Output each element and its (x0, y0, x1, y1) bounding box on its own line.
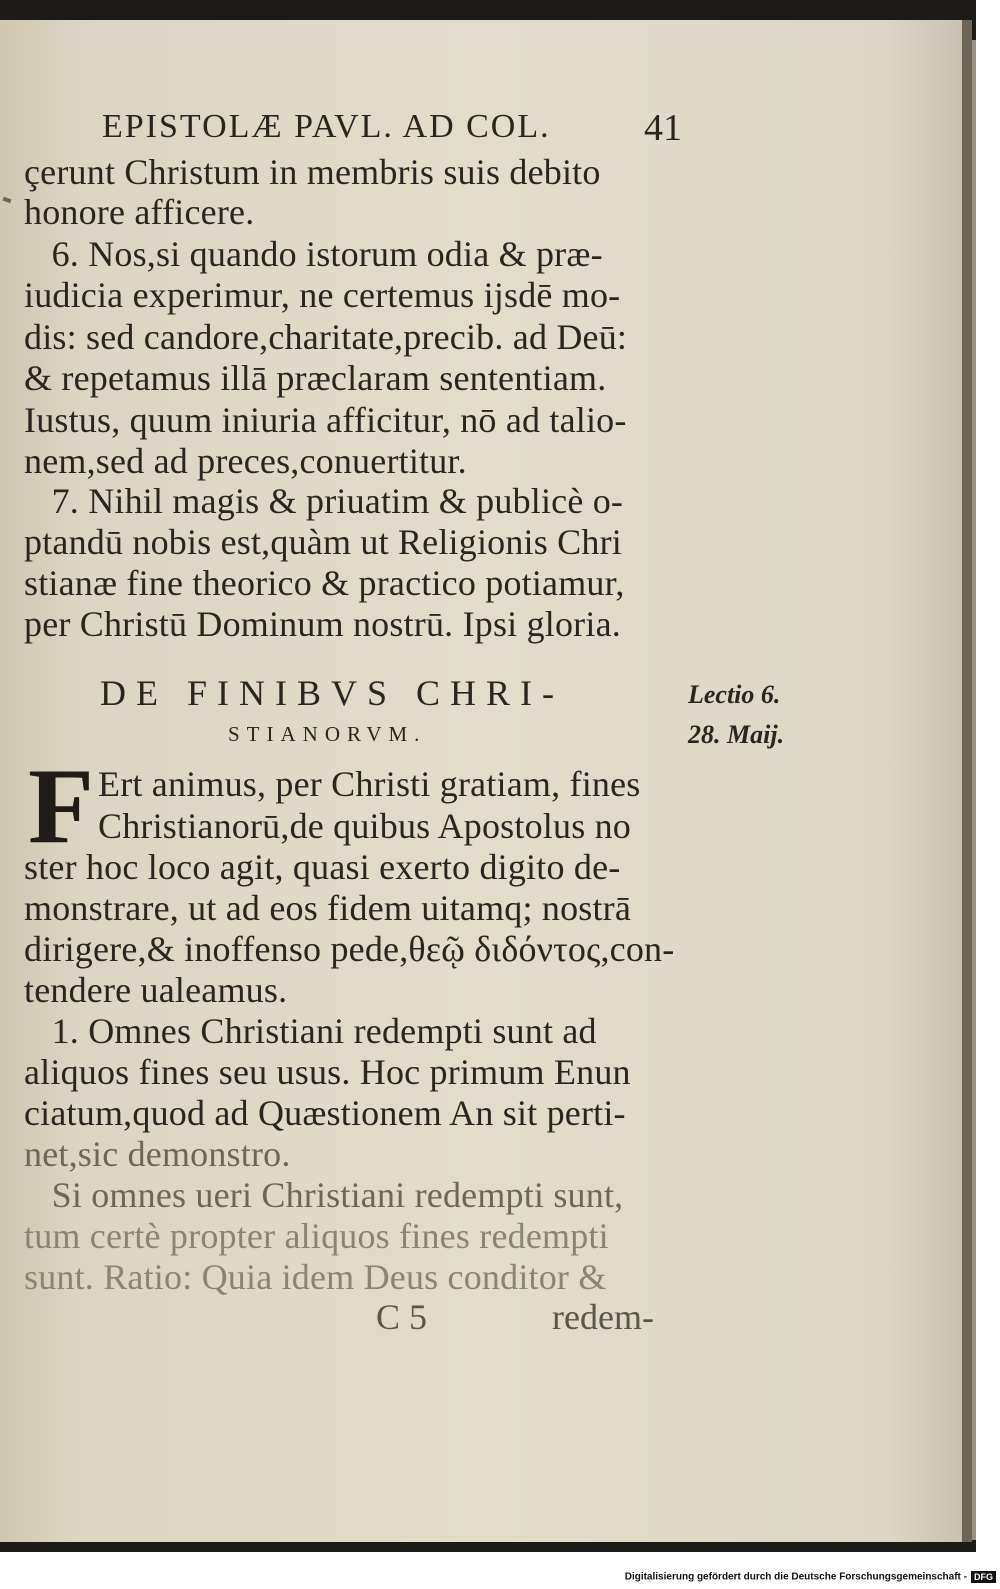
text-line: çerunt Christum in membris suis debito (24, 152, 601, 192)
text-line: Si omnes ueri Christiani redempti sunt, (24, 1175, 624, 1215)
text-line: sunt. Ratio: Quia idem Deus conditor & (24, 1257, 607, 1297)
text-line: iudicia experimur, ne certemus ijsdē mo- (24, 275, 621, 315)
dfg-logo: DFG (971, 1571, 996, 1583)
running-title: EPISTOLÆ PAVL. AD COL. (102, 108, 551, 145)
text-line: 1. Omnes Christiani redempti sunt ad (24, 1011, 597, 1051)
text-line: net,sic demonstro. (24, 1134, 291, 1174)
section-heading: DE FINIBVS CHRI- (100, 673, 565, 713)
book-page (0, 20, 962, 1542)
section-subheading: STIANORVM. (228, 722, 427, 746)
text-line: honore afficere. (24, 192, 255, 232)
text-line: aliquos fines seu usus. Hoc primum Enun (24, 1052, 631, 1092)
margin-mark (3, 197, 12, 203)
page-edge (962, 20, 972, 1542)
page-number: 41 (644, 107, 682, 149)
text-line: monstrare, ut ad eos fidem uitamq; nostrā (24, 888, 632, 928)
signature-mark: C 5 (376, 1297, 428, 1337)
text-line: & repetamus illā præclaram sententiam. (24, 358, 607, 398)
text-line: ciatum,quod ad Quæstionem An sit perti- (24, 1093, 626, 1133)
margin-note-lectio: Lectio 6. (688, 680, 781, 709)
text-line: 7. Nihil magis & priuatim & publicè o- (24, 481, 624, 521)
text-line: dis: sed candore,charitate,precib. ad Deū: (24, 317, 628, 357)
text-line: ster hoc loco agit, quasi exerto digito de- (24, 847, 621, 887)
text-line: tendere ualeamus. (24, 970, 288, 1010)
running-header (102, 106, 682, 150)
funding-credit (625, 1571, 996, 1583)
text-line: ptandū nobis est,quàm ut Religionis Chri (24, 522, 622, 562)
text-line: stianæ fine theorico & practico potiamur, (24, 563, 625, 603)
text-line: Ert animus, per Christi gratiam, fines (98, 764, 641, 804)
text-line: 6. Nos,si quando istorum odia & præ- (24, 234, 603, 274)
text-line: per Christū Dominum nostrū. Ipsi gloria. (24, 604, 621, 644)
text-line: nem,sed ad preces,conuertitur. (24, 441, 467, 481)
page-leaf-edge (972, 40, 976, 1540)
catchword: redem- (552, 1297, 654, 1337)
text-line: Iustus, quum iniuria afficitur, nō ad talio- (24, 400, 627, 440)
text-line: tum certè propter aliquos fines redempti (24, 1216, 609, 1256)
text-line: Christianorū,de quibus Apostolus no (98, 806, 632, 846)
text-line: dirigere,& inoffenso pede,θεῷ διδόντος,con- (24, 929, 675, 969)
funding-credit-text: Digitalisierung gefördert durch die Deutsche Forschungsgemeinschaft - (624, 1571, 967, 1583)
margin-note-date: 28. Maij. (688, 720, 785, 749)
drop-cap: F (28, 747, 94, 866)
